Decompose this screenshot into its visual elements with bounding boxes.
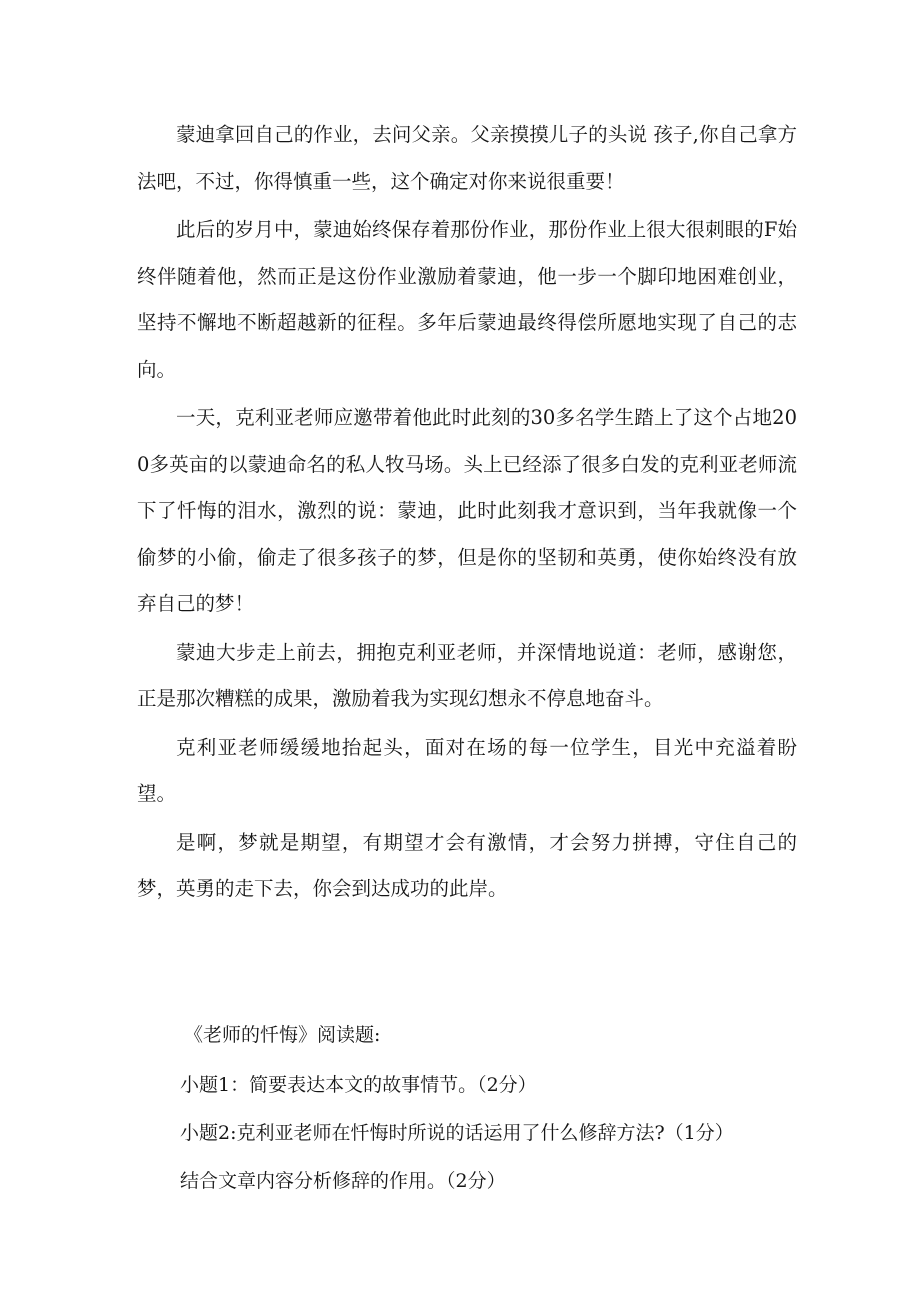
question-item-2: 小题2:克利亚老师在忏悔时所说的话运用了什么修辞方法?（1分） <box>180 1122 734 1144</box>
story-paragraph-6: 是啊，梦就是期望，有期望才会有激情，才会努力拼搏，守住自己的梦，英勇的走下去，你会到达成功的此岸。 <box>137 830 797 900</box>
story-paragraph-5: 克利亚老师缓缓地抬起头，面对在场的每一位学生，目光中充溢着盼望。 <box>137 735 797 805</box>
questions-heading: 《老师的忏悔》阅读题: <box>184 1024 381 1046</box>
story-paragraph-1: 蒙迪拿回自己的作业，去问父亲。父亲摸摸儿子的头说 孩子,你自己拿方法吧，不过，你得慎重一些，这个确定对你来说很重要！ <box>137 123 797 193</box>
story-body <box>137 112 797 913</box>
question-item-3: 结合文章内容分析修辞的作用。（2分） <box>180 1170 506 1192</box>
story-paragraph-4: 蒙迪大步走上前去，拥抱克利亚老师，并深情地说道：老师，感谢您，正是那次糟糕的成果，激励着我为实现幻想永不停息地奋斗。 <box>137 640 797 710</box>
story-paragraph-3: 一天，克利亚老师应邀带着他此时此刻的30多名学生踏上了这个占地200多英亩的以蒙迪命名的私人牧马场。头上已经添了很多白发的克利亚老师流下了忏悔的泪水，激烈的说：蒙迪，此时此刻我才意识到，当年我就像一个偷梦的小偷，偷走了很多孩子的梦，但是你的坚韧和英勇，使你始终没有放弃自己的梦！ <box>137 406 797 615</box>
story-paragraph-2: 此后的岁月中，蒙迪始终保存着那份作业，那份作业上很大很刺眼的F始终伴随着他，然而正是这份作业激励着蒙迪，他一步一个脚印地困难创业，坚持不懈地不断超越新的征程。多年后蒙迪最终得偿所愿地实现了自己的志向。 <box>137 218 797 381</box>
question-item-1: 小题1：简要表达本文的故事情节。（2分） <box>180 1074 537 1096</box>
question-list <box>180 1068 734 1212</box>
